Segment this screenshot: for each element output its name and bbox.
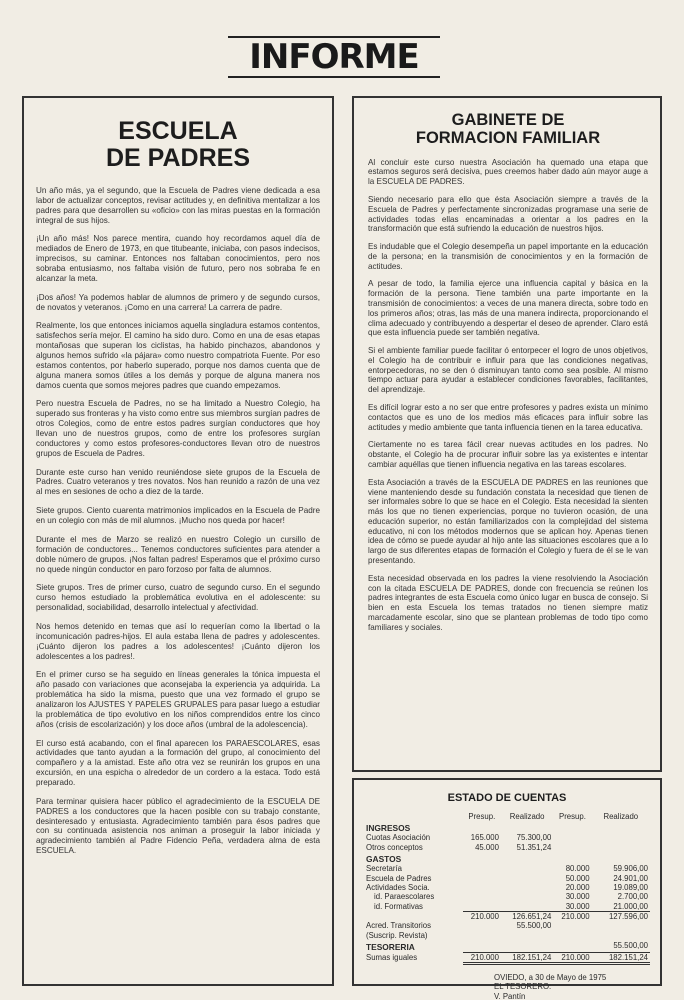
column-header: Realizado bbox=[509, 812, 545, 821]
section-label: GASTOS bbox=[366, 854, 402, 865]
cell: 19.089,00 bbox=[613, 882, 648, 892]
total-row bbox=[364, 952, 650, 963]
row-label: Escuela de Padres bbox=[366, 873, 432, 883]
section-row bbox=[364, 852, 650, 864]
cell: 127.596,00 bbox=[592, 911, 650, 921]
cell: 30.000 bbox=[565, 901, 590, 911]
cell: 45.000 bbox=[475, 842, 499, 852]
paragraph: A pesar de todo, la familia ejerce una influencia capital y básica en la formación de la persona. Tiene también una parte importante en la transmisión de conocimientos: a veces de una manera directa, sobre todo en los primeros años; otras, las más de una manera indirecta, proporcionando el clima adecuado y contribuyendo a despertar el deseo de aprender. Claro está que esta influencia puede ser también negativa. bbox=[368, 279, 648, 338]
cell: 182.151,24 bbox=[501, 952, 553, 963]
row-label: Otros conceptos bbox=[366, 842, 423, 852]
cell: 182.151,24 bbox=[592, 952, 650, 963]
paragraph: ¡Un año más! Nos parece mentira, cuando hoy recordamos aquel día de mediados de Enero de 1973, en que titubeante, iniciaba, con pasos indecisos, imprecisos, su caminar. Entonces nos faltaban conocimientos, pero nos sobraba entusiasmo, nos faltaba visión de futuro, pero nos sobraba fe en alcanzar la meta. bbox=[36, 234, 320, 283]
cell: 80.000 bbox=[565, 864, 590, 874]
table-row bbox=[364, 921, 650, 930]
cell: 55.500,00 bbox=[613, 941, 648, 951]
row-label: Sumas iguales bbox=[366, 953, 418, 963]
paragraph: Siete grupos. Tres de primer curso, cuatro de segundo curso. En el segundo curso hemos estudiado la problemática evolutiva en el adolescente: su personalidad, sociabilidad, desarrollo intelectual y afectividad. bbox=[36, 583, 320, 613]
paragraph: Realmente, los que entonces iniciamos aquella singladura estamos contentos, satisfechos sería mejor. El camino ha sido duro. Como en una de esas etapas montañosas que superan los ciclistas, ha habido pinchazos, abandonos y algunos hemos sufrido «la pájara» como nuestro compatriota Fuente. Por eso estamos contentos, por haberlo superado, porque nos damos cuenta que de alguna manera somos útiles a los demás y porque de alguna manera nos damos cuenta que somos mejores padres que cuando empezamos. bbox=[36, 321, 320, 390]
title-line-2: FORMACION FAMILIAR bbox=[415, 128, 601, 147]
paragraph: Nos hemos detenido en temas que así lo requerían como la libertad o la incomunicación padres-hijos. El aula estaba llena de padres y adolescentes. ¡Cuánto dijeron los padres a los adolescentes! ¡Cuánto dijeron los adolescentes a los padres!. bbox=[36, 621, 320, 661]
cell: 21.000,00 bbox=[613, 901, 648, 911]
table-row bbox=[364, 902, 650, 912]
cell: 20.000 bbox=[565, 882, 590, 892]
row-label: Acred. Transitorios bbox=[366, 921, 431, 931]
paragraph: Siete grupos. Ciento cuarenta matrimonios implicados en la Escuela de Padre en un colegio con más de mil alumnos. ¡Mucho nos queda por hacer! bbox=[36, 506, 320, 526]
row-label: Secretaría bbox=[366, 864, 402, 874]
row-label: Cuotas Asociación bbox=[366, 833, 431, 843]
paragraph: Al concluir este curso nuestra Asociación ha quemado una etapa que estamos seguros será decisiva, pues creemos haber dado aún mayor auge a la ESCUELA DE PADRES. bbox=[368, 157, 648, 187]
title-line-1: ESCUELA bbox=[118, 117, 238, 145]
table-row bbox=[364, 874, 650, 883]
cell: 24.901,00 bbox=[613, 873, 648, 883]
cell: 2.700,00 bbox=[617, 892, 648, 902]
article-title bbox=[368, 112, 648, 148]
masthead bbox=[228, 36, 440, 78]
estado-de-cuentas bbox=[352, 778, 662, 1000]
paragraph: Es difícil lograr esto a no ser que entre profesores y padres exista un mínimo contactos que es uno de los medios más eficaces para influir sobre las actitudes y medio ambiente que tanta influencia tienen en la tarea educativa. bbox=[368, 403, 648, 432]
table-header-row bbox=[364, 812, 650, 821]
signature-line: OVIEDO, a 30 de Mayo de 1975 bbox=[494, 972, 607, 982]
paragraph: Un año más, ya el segundo, que la Escuela de Padres viene dedicada a esa labor de actualizar conceptos, revisar actitudes y, en definitiva mentalizar a los padres para que desarrollen su «oficio» con las miras puestas en la formación integral de sus hijos. bbox=[36, 186, 320, 225]
column-header: Presup. bbox=[559, 812, 586, 821]
table-row bbox=[364, 883, 650, 892]
masthead-title: INFORME bbox=[249, 37, 419, 77]
table-row bbox=[364, 843, 650, 852]
cell: 51.351,24 bbox=[516, 842, 552, 852]
cell: 75.300,00 bbox=[516, 833, 552, 843]
row-label: Actividades Socia. bbox=[366, 882, 430, 892]
paragraph: Ciertamente no es tarea fácil crear nuevas actitudes en los padres. No obstante, el Colegio ha de procurar influir sobre las ya existentes e intentar cambiar aquéllas que tienen influencia negativa en las tareas escolares. bbox=[368, 440, 648, 469]
row-label: (Suscrip. Revista) bbox=[366, 930, 428, 940]
paragraph: Si el ambiente familiar puede facilitar ó entorpecer el logro de unos objetivos, el Colegio ha de contribuir e influir para que las condiciones negativas, entorpecedoras, no se den ó disminuyan tanto como sea posible. Al mismo tiempo actuar para ayudar a establecer condiciones favorables, facilitantes, del aprendizaje. bbox=[368, 346, 648, 395]
paragraph: Para terminar quisiera hacer público el agradecimiento de la ESCUELA DE PADRES a los conductores que la hacen posible con su trabajo constante, desinteresado y entusiasta. Agradecimiento también para ésos padres que con su continuada asistencia nos animan a proseguir la labor iniciada y agradecimiento también al Padre Fidencio Peña, verdadera alma de esta ESCUELA. bbox=[36, 796, 320, 856]
paragraph: Esta Asociación a través de la ESCUELA DE PADRES en las reuniones que viene manteniendo desde su fundación constata la necesidad que tienen de ser informales sobre lo que se hace en el Colegio. Esta necesidad la sienten más los que no tienen experiencias, porque no tuvieron ocasión, de una educación superior, no están familiarizados con la complejidad del sistema educativo, ni con los métodos modernos que se aplican hoy. Apenas tienen idea de cómo se puede ayudar al hijo ante las situaciones escolares que a lo largo de sus diferentes etapas de formación el Colegio y fuera de él se le van presentando. bbox=[368, 477, 648, 565]
paragraph: Esta necesidad observada en los padres la viene resolviendo la Asociación con la citada ESCUELA DE PADRES, donde con frecuencia se reúnen los padres integrantes de esta Escuela como único lugar en busca de consejo. Si bien en esta Escuela los temas tratados no tienen siempre matiz marcadamente escolar, sino que se plantean problemas de todo tipo como familiares y sociales. bbox=[368, 573, 648, 632]
cell: 55.500,00 bbox=[516, 921, 552, 931]
subtotal-row bbox=[364, 911, 650, 921]
signature-line: EL TESORERO: bbox=[494, 982, 552, 992]
table-row bbox=[364, 864, 650, 873]
escuela-de-padres-article bbox=[22, 96, 334, 986]
paragraph: El curso está acabando, con el final aparecen los PARAESCOLARES, esas actividades que tanto ayudan a la formación del grupo, al conocimiento del compañero y a la amistad. Este año otra vez se reunirán los grupos en una excursión, en una espicha o alrededor de un cordero a la estaca. Todo está preparado. bbox=[36, 738, 320, 787]
cell: 50.000 bbox=[565, 873, 590, 883]
paragraph: Siendo necesario para ello que ésta Asociación siempre a través de la Escuela de Padres y perfectamente sincronizadas programase una serie de actividades todas ellas encaminadas a orientar a los padres en la transformación que está sufriendo la educación de nuestros hijos. bbox=[368, 194, 648, 234]
cell: 126.651,24 bbox=[501, 911, 553, 921]
article-title bbox=[36, 118, 320, 172]
section-label: INGRESOS bbox=[366, 823, 411, 834]
row-label: id. Formativas bbox=[374, 901, 423, 911]
cell: 30.000 bbox=[565, 892, 590, 902]
paragraph: En el primer curso se ha seguido en líneas generales la tónica impuesta el año pasado con variaciones que aconsejaba la experiencia ya adquirida. La problemática ha sido la misma, puesto que una vez formado el grupo se analizaron los AJUSTES Y PAPELES GRUPALES para pasar luego a estudiar la problemática de tipo evolutivo en los niños comprendidos entre los cinco años (crisis de escolarización) y los doce años (umbral de la adolescencia). bbox=[36, 670, 320, 729]
section-row bbox=[364, 940, 650, 952]
paragraph: Durante este curso han venido reuniéndose siete grupos de la Escuela de Padres. Cuatro veteranos y tres novatos. Nos han reunido a razón de una vez al mes en sesiones de ocho a diez de la tarde. bbox=[36, 467, 320, 497]
column-header: Realizado bbox=[603, 812, 639, 821]
cell: 210.000 bbox=[463, 911, 501, 921]
table-row bbox=[364, 892, 650, 901]
title-line-1: GABINETE DE bbox=[451, 111, 565, 129]
gabinete-article bbox=[352, 96, 662, 772]
cell: 59.906,00 bbox=[613, 864, 648, 874]
cell: 210.000 bbox=[553, 911, 591, 921]
paragraph: ¡Dos años! Ya podemos hablar de alumnos de primero y de segundo cursos, de novatos y veteranos. ¡Como en una carrera! La carrera de padre. bbox=[36, 292, 320, 312]
column-header: Presup. bbox=[468, 812, 496, 821]
row-label: id. Paraescolares bbox=[374, 892, 435, 902]
table-row bbox=[364, 931, 650, 940]
table-row bbox=[364, 833, 650, 842]
accounts-title: ESTADO DE CUENTAS bbox=[447, 792, 567, 804]
section-label: TESORERIA bbox=[366, 941, 415, 952]
paragraph: Es indudable que el Colegio desempeña un papel importante en la educación de la persona; en la transmisión de conocimientos y en la formación de actitudes. bbox=[368, 242, 648, 271]
cell: 210.000 bbox=[463, 952, 501, 963]
paragraph: Pero nuestra Escuela de Padres, no se ha limitado a Nuestro Colegio, ha superado sus fronteras y ha visto como entre sus miembros surgían padres de otros Colegios, como de entre estos padres surgían conductores que hoy llevan uno de nuestros grupos, como de entre los profesores surgían conductores y como estos profesores-conductores llevan otro de nuestros grupos de Escuela de Padres. bbox=[36, 399, 320, 458]
title-line-2: DE PADRES bbox=[105, 144, 250, 172]
paragraph: Durante el mes de Marzo se realizó en nuestro Colegio un cursillo de formación de conductores... Tenemos conductores suficientes para atender a doble número de grupos. ¡Nos faltan padres! Esperamos que el próximo curso no quede ningún conductor en paro forzoso por falta de alumnos. bbox=[36, 534, 320, 574]
accounts-table bbox=[364, 812, 650, 965]
signature-line: V. Pantín bbox=[494, 991, 526, 1000]
signature-block bbox=[494, 973, 650, 1000]
cell: 210.000 bbox=[553, 952, 591, 963]
section-row bbox=[364, 821, 650, 833]
cell: 165.000 bbox=[470, 833, 499, 843]
